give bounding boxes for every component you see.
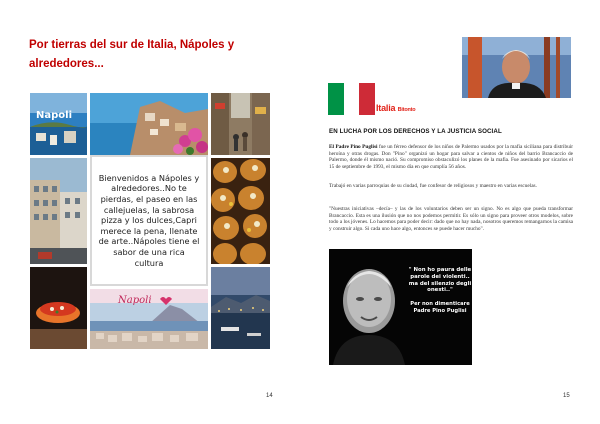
paragraph-1-lead: El Padre Pino Puglisi [329,144,378,150]
naples-street-photo [30,158,87,264]
page-number-left: 14 [266,393,273,399]
positano-coast-photo [90,93,208,155]
page-title-line2: alrededores... [29,58,104,70]
page-title-line1: Por tierras del sur de Italia, Nápoles y [29,39,235,51]
paragraph-1 [329,144,573,170]
paragraph-2: Trabajó en varias parroquias de su ciudad, fue confesor de religiosos y maestro en varias escuelas. [329,183,537,189]
paragraph-3: "Nuestras iniciativas –decía– y las de los voluntarios deben ser un signo. No es algo que pueda transformar Brancaccio. Esta es una ilusión que no nos podemos permitir. Es sólo un signo para proveer otros modelos, sobre todo a los jóvenes. Lo hacemos para poder decir: dado que no hay nada, nosotros queremos remangarnos la camisa y construir algo. Si cada uno hace algo, entonces se puede hacer mucho". [329,206,573,232]
quote-text-block [408,267,472,315]
naples-alley-photo [211,93,270,155]
page-number-right: 15 [563,393,570,399]
collage-caption: Bienvenidos a Nápoles y alrededores..No te pierdas, el paseo en las callejuelas, la sabrosa pizza y los dulces,Capri merece la pena, llenate de arte..Nápoles tiene el sabor de una rica cultura [98,172,200,268]
naples-collage [30,93,270,349]
napoli-label-bottom: Napoli [118,295,152,306]
naples-bay-vesuvius-photo [90,289,208,349]
dedication-line1: Per non dimenticare [410,301,470,308]
flag-brand-sub: Bitonto [397,107,416,113]
page-title [29,36,269,74]
pastries-photo [211,158,270,264]
quote-poster [329,249,472,365]
harbor-dusk-photo [211,267,270,349]
dedication-line2: Padre Pino Puglisi [413,307,467,314]
collage-caption-card [90,155,208,286]
flag-brand-name: Italia [376,103,396,113]
puglisi-quote: " Non ho paura delle parole dei violenti.. ma del silenzio degli onesti.." [408,267,472,294]
padre-puglisi-portrait-photo [462,37,571,98]
napoli-harbor-photo [30,93,87,155]
section-heading: EN LUCHA POR LOS DERECHOS Y LA JUSTICIA SOCIAL [329,128,502,135]
flag-brand [376,103,415,113]
dedication [408,301,472,315]
italy-flag [328,83,375,115]
paragraph-1-body: fue un férreo defensor de los niños de Palermo usados por la mafia siciliana para distribuir heroína y otras drogas. Don "Pino" organizó un hogar para salvar a cientos de niños del barrio Brancaccio de Palermo, donde él mismo nació. Su compromiso obstaculizó los planes de la mafia. Fue asesinado por sicarios el 15 de septiembre de 1993, el mismo día en que cumplía 56 años. [329,144,573,170]
right-page [300,0,600,424]
pizza-photo [30,267,87,349]
napoli-label-top: Napoli [36,110,73,121]
